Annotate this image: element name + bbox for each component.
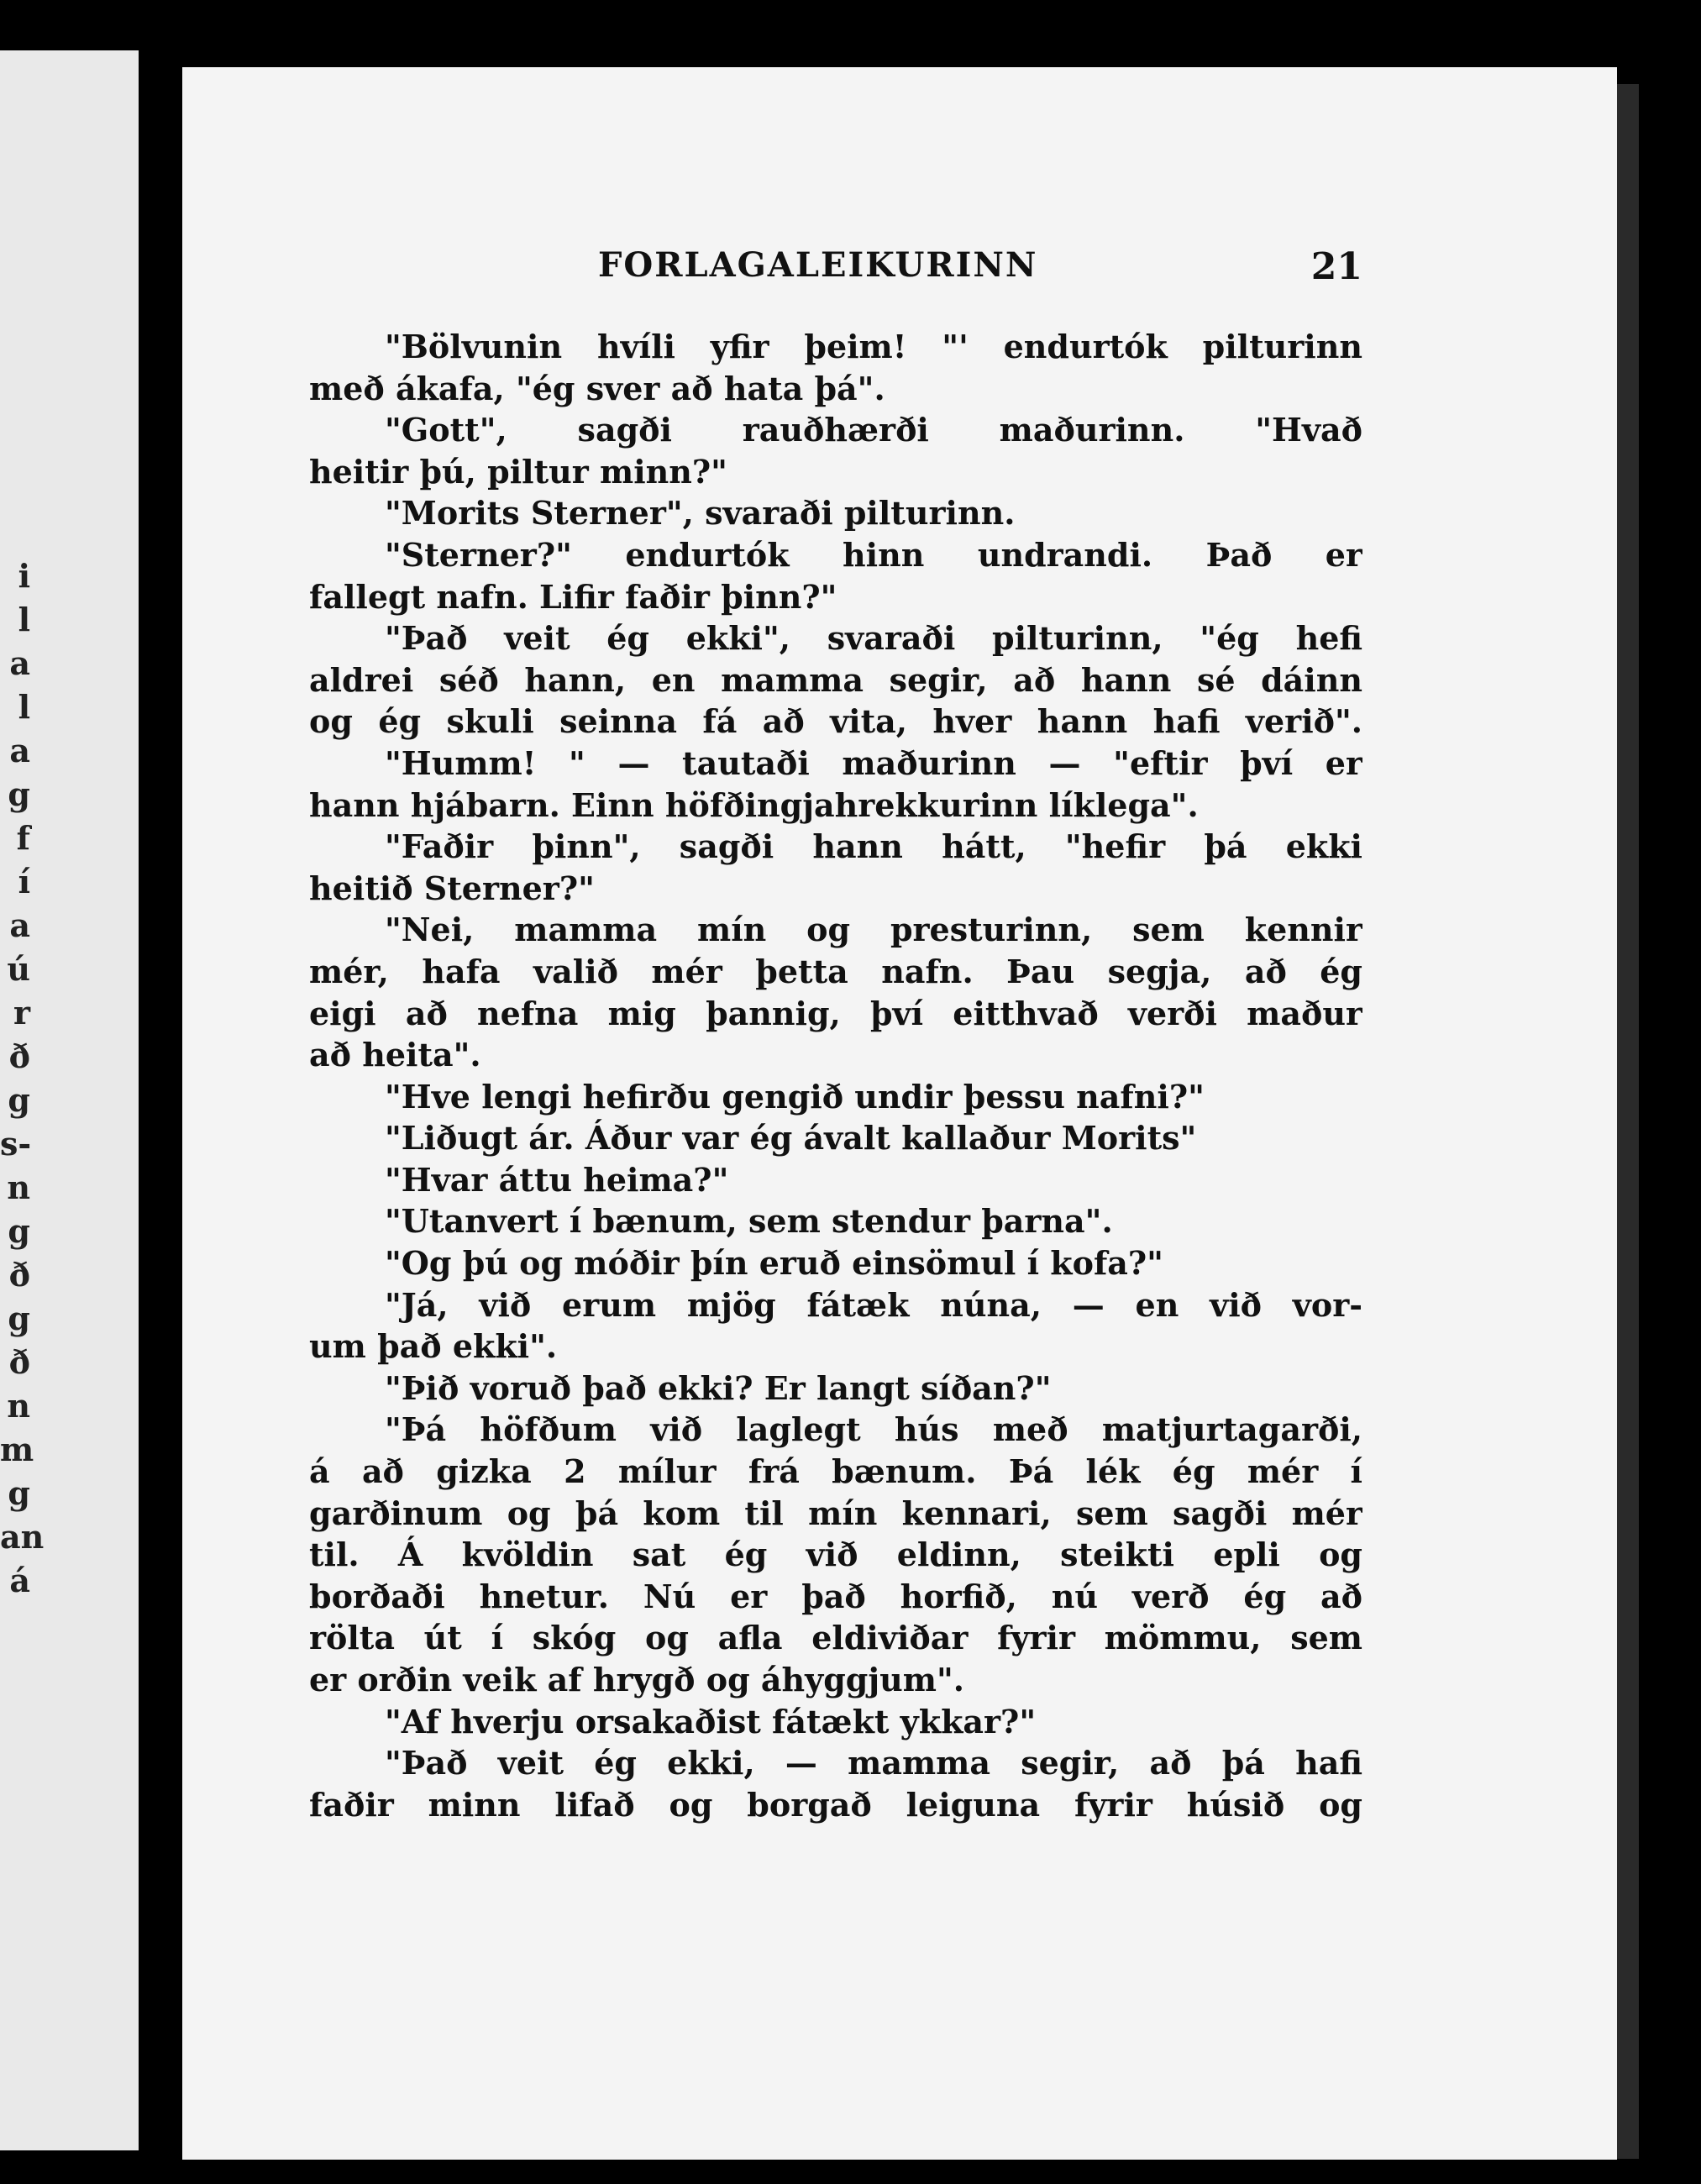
previous-page-line-fragment: á: [9, 1562, 30, 1599]
page-number: 21: [1310, 245, 1362, 288]
previous-page-line-fragment: g: [8, 775, 30, 813]
previous-page-line-fragment: ð: [8, 1037, 30, 1075]
text-line: "Sterner?" endurtók hinn undrandi. Það er: [385, 535, 1362, 574]
text-line: er orðin veik af hrygð og áhyggjum".: [309, 1661, 964, 1698]
page-edge-shadow: [1617, 84, 1639, 2159]
text-line: "Liðugt ár. Áður var ég ávalt kallaður Morits": [385, 1119, 1197, 1158]
text-line: mér, hafa valið mér þetta nafn. Þau segja, að ég: [309, 952, 1362, 990]
text-line: "Það veit ég ekki", svaraði pilturinn, "ég hefi: [385, 619, 1362, 658]
previous-page-line-fragment: a: [9, 732, 30, 769]
text-line: "Já, við erum mjög fátæk núna, — en við vor-: [385, 1285, 1362, 1324]
text-line: "Nei, mamma mín og presturinn, sem kennir: [385, 911, 1362, 949]
previous-page-line-fragment: g: [8, 1081, 30, 1119]
previous-page-line-fragment: i: [18, 557, 30, 595]
text-line: "Það veit ég ekki, — mamma segir, að þá hafi: [385, 1744, 1362, 1782]
text-line: "Þið voruð það ekki? Er langt síðan?": [385, 1368, 1052, 1407]
text-line: "Humm! " — tautaði maðurinn — "eftir því er: [385, 743, 1362, 782]
text-line: um það ekki".: [309, 1327, 558, 1366]
text-line: aldrei séð hann, en mamma segir, að hann sé dáinn: [309, 660, 1362, 699]
text-line: "Gott", sagði rauðhærði maðurinn. "Hvað: [385, 411, 1362, 449]
text-line: heitir þú, piltur minn?": [309, 452, 727, 491]
text-line: "Bölvunin hvíli yfir þeim! "' endurtók pilturinn: [385, 328, 1362, 365]
body-text: [309, 326, 1362, 1825]
text-line: "Faðir þinn", sagði hann hátt, "hefir þá ekki: [385, 827, 1362, 866]
running-header-title: FORLAGALEIKURINN: [598, 245, 1038, 285]
previous-page-line-fragment: ð: [8, 1256, 30, 1294]
text-line: með ákafa, "ég sver að hata þá".: [309, 369, 885, 407]
previous-page-line-fragment: l: [18, 688, 30, 726]
previous-page-line-fragment: í: [18, 863, 30, 900]
previous-page-line-fragment: s-: [0, 1125, 32, 1163]
previous-page-line-fragment: n: [7, 1387, 30, 1425]
text-line: "Þá höfðum við laglegt hús með matjurtagarði,: [385, 1410, 1362, 1449]
previous-page-line-fragment: a: [9, 906, 30, 944]
previous-page-line-fragment: ð: [8, 1343, 30, 1381]
previous-page-line-fragment: ú: [7, 950, 30, 988]
previous-page-line-fragment: g: [8, 1299, 30, 1337]
previous-page-line-fragment: m: [0, 1431, 34, 1468]
previous-page-margin-text: [0, 554, 45, 1603]
text-line: garðinum og þá kom til mín kennari, sem sagði mér: [309, 1494, 1362, 1532]
text-line: borðaði hnetur. Nú er það horfið, nú verð ég að: [309, 1577, 1362, 1615]
text-line: hann hjábarn. Einn höfðingjahrekkurinn líklega".: [309, 785, 1199, 824]
previous-page-line-fragment: an: [0, 1518, 45, 1556]
text-line: eigi að nefna mig þannig, því eitthvað verði maður: [309, 994, 1362, 1032]
text-line: "Af hverju orsakaðist fátækt ykkar?": [385, 1702, 1037, 1740]
text-line: rölta út í skóg og afla eldiviðar fyrir mömmu, sem: [309, 1619, 1362, 1657]
text-line: "Og þú og móðir þín eruð einsömul í kofa?": [385, 1244, 1163, 1283]
previous-page-line-fragment: r: [13, 994, 30, 1032]
text-line: heitið Sterner?": [309, 869, 595, 907]
text-line: "Utanvert í bænum, sem stendur þarna".: [385, 1202, 1113, 1241]
previous-page-line-fragment: f: [16, 819, 30, 857]
text-line: og ég skuli seinna fá að vita, hver hann hafi verið".: [309, 702, 1362, 741]
previous-page-line-fragment: g: [8, 1212, 30, 1250]
previous-page-line-fragment: n: [7, 1168, 30, 1206]
text-line: "Morits Sterner", svaraði pilturinn.: [385, 494, 1016, 533]
previous-page-line-fragment: g: [8, 1474, 30, 1512]
previous-page-line-fragment: a: [9, 644, 30, 682]
running-header: [413, 245, 1362, 296]
text-line: "Hve lengi hefirðu gengið undir þessu nafni?": [385, 1077, 1205, 1116]
book-spine-gutter: [139, 34, 182, 2184]
text-line: á að gizka 2 mílur frá bænum. Þá lék ég mér í: [309, 1452, 1362, 1491]
text-line: fallegt nafn. Lifir faðir þinn?": [309, 577, 837, 616]
previous-page-fragment: [0, 50, 139, 2150]
previous-page-line-fragment: l: [18, 601, 30, 638]
text-line: til. Á kvöldin sat ég við eldinn, steikti epli og: [309, 1536, 1362, 1574]
text-line: "Hvar áttu heima?": [385, 1160, 729, 1199]
text-line: faðir minn lifað og borgað leiguna fyrir húsið og: [309, 1785, 1362, 1824]
text-line: að heita".: [309, 1036, 481, 1074]
